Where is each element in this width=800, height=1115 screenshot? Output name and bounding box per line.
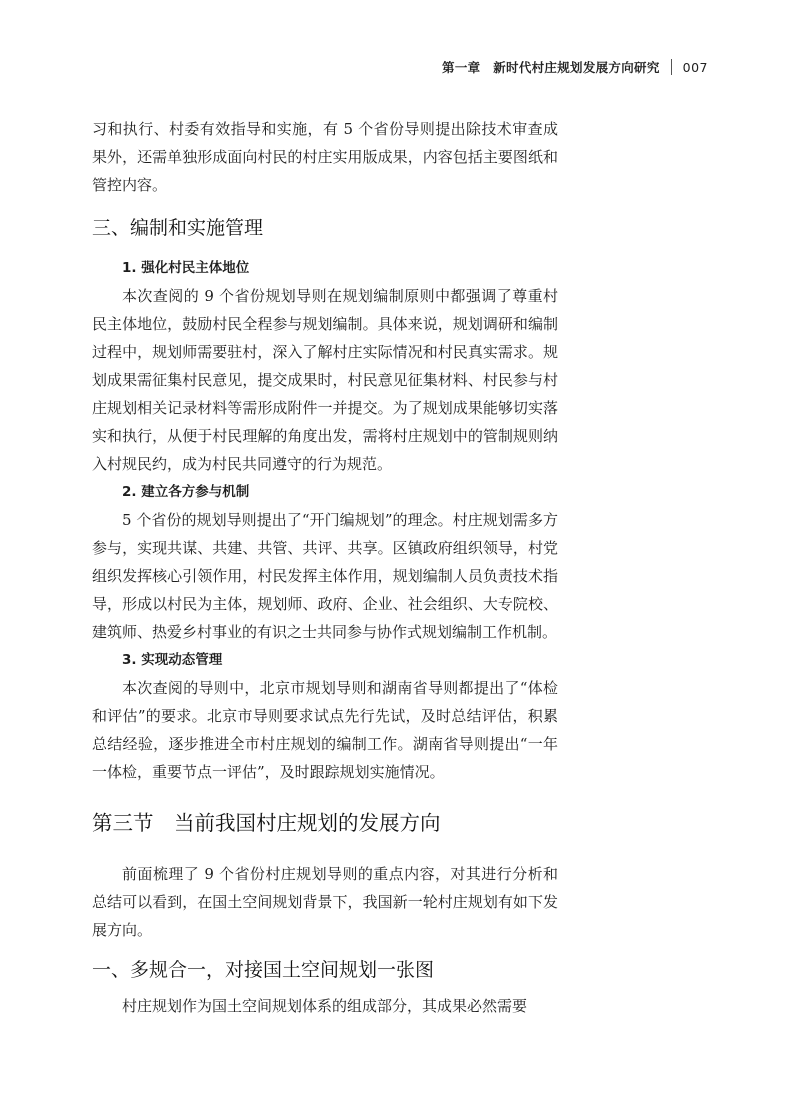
paragraph-dynamic-management: 本次查阅的导则中，北京市规划导则和湖南省导则都提出了“体检和评估”的要求。北京市导则要求试点先行先试，及时总结评估，积累总结经验，逐步推进全市村庄规划的编制工作。湖南省导则提出“一年一体检，重要节点一评估”，及时跟踪规划实施情况。: [92, 679, 558, 781]
header-divider: [671, 59, 672, 75]
section-title: 第三节 当前我国村庄规划的发展方向: [92, 811, 441, 835]
paragraph-villager-role: 本次查阅的 9 个省份规划导则在规划编制原则中都强调了尊重村民主体地位，鼓励村民全程参与规划编制。具体来说，规划调研和编制过程中，规划师需要驻村，深入了解村庄实际情况和村民真实需求。规划成果需征集村民意见，提交成果时，村民意见征集材料、村民参与村庄规划相关记录材料等需形成附件一并提交。为了规划成果能够切实落实和执行，从便于村民理解的角度出发，需将村庄规划中的管制规则纳入村规民约，成为村民共同遵守的行为规范。: [92, 287, 558, 473]
paragraph-multi-plan: 村庄规划作为国土空间规划体系的组成部分，其成果必然需要: [122, 997, 528, 1015]
paragraph-section-intro: 前面梳理了 9 个省份村庄规划导则的重点内容，对其进行分析和总结可以看到，在国土空间规划背景下，我国新一轮村庄规划有如下发展方向。: [92, 865, 558, 939]
subheading-villager-role: 1. 强化村民主体地位: [122, 260, 250, 276]
subheading-dynamic-management: 3. 实现动态管理: [122, 652, 223, 668]
paragraph-participation: 5 个省份的规划导则提出了“开门编规划”的理念。村庄规划需多方参与，实现共谋、共建、共管、共评、共享。区镇政府组织领导，村党组织发挥核心引领作用，村民发挥主体作用，规划编制人员负责技术指导，形成以村民为主体，规划师、政府、企业、社会组织、大专院校、建筑师、热爱乡村事业的有识之士共同参与协作式规划编制工作机制。: [92, 511, 558, 641]
page-body: [92, 115, 558, 1020]
page-number: 007: [682, 59, 708, 75]
chapter-title: 第一章 新时代村庄规划发展方向研究: [442, 60, 660, 75]
paragraph-intro: 习和执行、村委有效指导和实施，有 5 个省份导则提出除技术审查成果外，还需单独形成面向村民的村庄实用版成果，内容包括主要图纸和管控内容。: [92, 120, 558, 194]
heading-management: 三、编制和实施管理: [92, 217, 264, 239]
running-header: [442, 58, 708, 76]
heading-multi-plan: 一、多规合一，对接国土空间规划一张图: [92, 959, 435, 981]
subheading-participation: 2. 建立各方参与机制: [122, 484, 250, 500]
